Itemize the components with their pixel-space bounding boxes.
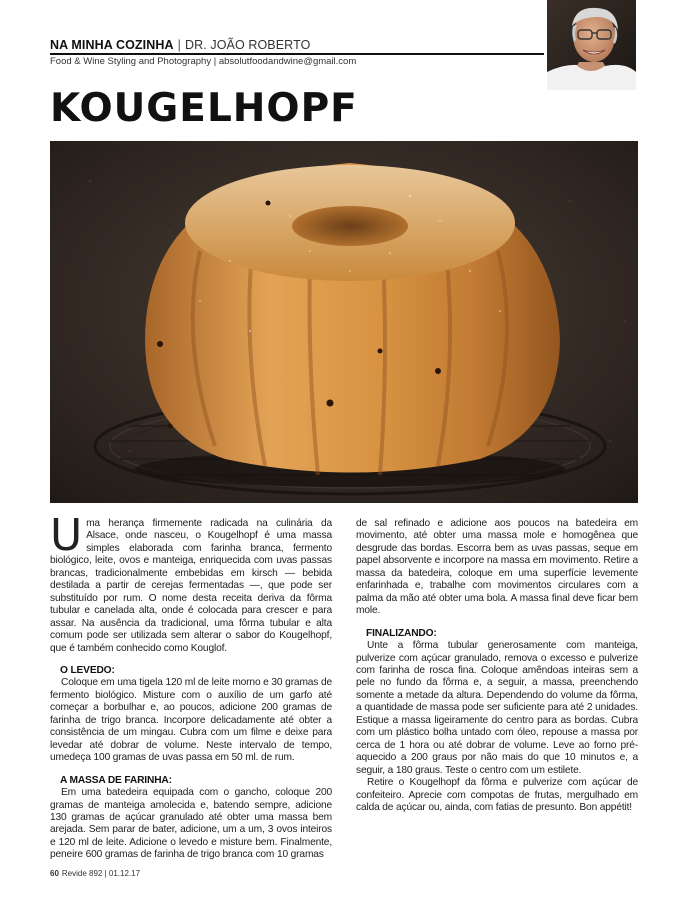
- article-column-right: [356, 518, 638, 814]
- hero-photo-kougelhopf: [50, 141, 638, 503]
- header-separator: |: [177, 38, 181, 52]
- finalizando-paragraph-1: Unte a fôrma tubular generosamente com manteiga, pulverize com açúcar granulado, remova o excesso e pulverize com farinha de rosca fina. Coloque amêndoas inteiras sem a pele no fundo da fôrma e, a seguir, a massa, preenchendo somente a metade da altura. Dependendo do volume da fôrma, a quantidade de massa pode ser suficiente para até 2 unidades. Estique a massa ligeiramente do centro para as bordas. Cubra com um plástico bolha untado com óleo, repouse a massa por cerca de 1 hora ou até dobrar de volume. Leve ao forno pré-aquecido a 200 graus por não mais do que 10 minutos e, a seguir, a 180 graus. Teste o centro com um estilete.: [356, 640, 638, 776]
- section-header: [50, 38, 310, 52]
- massa-heading: A MASSA DE FARINHA:: [60, 774, 172, 786]
- issue-info: Revide 892 | 01.12.17: [61, 869, 141, 878]
- massa-paragraph-continued: de sal refinado e adicione aos poucos na batedeira em movimento, até obter uma massa mole e homogênea que desgrude das bordas. Escorra bem as uvas passas, seque em papel absorvente e incorpore na massa em movimento. Retire a massa da batedeira, coloque em uma superfície levemente enfarinhada e, trabalhe com movimentos circulares com a palma da mão até obter uma bola. A massa final deve ficar bem mole.: [356, 518, 638, 617]
- intro-text: ma herança firmemente radicada na culinária da Alsace, onde nasceu, o Kougelhopf é uma massa simples elaborada com farinha branca, fermento biológico, leite, ovos e manteiga, enriquecida com uvas passas brancas, tradicionalmente embebidas em kirsch — bebida destilada a partir de cerejas fermentadas —, que pode ser substituído por rum. O nome desta receita deriva da fôrma tubular e canelada alta, onde é colocada para crescer e para assar. Na ausência da tradicional, uma fôrma tubular e alta comum pode ser utilizada sem alterar o sabor do Kougelhopf, que é também conhecido como Kouglof.: [50, 518, 332, 654]
- finalizando-paragraph-2: Retire o Kougelhopf da fôrma e pulverize com açúcar de confeiteiro. Aprecie com compotas de frutas, mergulhado em calda de açúcar ou, ainda, com fatias de presunto. Bon appétit!: [356, 777, 638, 813]
- author-photo: [547, 0, 636, 90]
- page-number: 60: [50, 869, 59, 878]
- finalizando-heading: FINALIZANDO:: [366, 627, 437, 639]
- levedo-heading: O LEVEDO:: [60, 664, 115, 676]
- intro-paragraph: [50, 510, 332, 655]
- header-rule: [50, 53, 544, 55]
- section-name: NA MINHA COZINHA: [50, 38, 174, 52]
- article-title: KOUGELHOPF: [50, 86, 358, 131]
- header-subline: Food & Wine Styling and Photography | absolutfoodandwine@gmail.com: [50, 56, 357, 67]
- page-footer: [50, 869, 140, 878]
- drop-cap: U: [50, 510, 83, 561]
- levedo-paragraph: Coloque em uma tigela 120 ml de leite morno e 30 gramas de fermento biológico. Misture com o auxílio de um garfo até começar a borbulhar e, ao poucos, adicione 200 gramas de farinha de trigo branca. Incorpore delicadamente até obter a consistência de um mingau. Cubra com um filme e deixe para levedar até dobrar de volume. Neste intervalo de tempo, umedeça 100 gramas de uvas passa em 50 ml. de rum.: [50, 677, 332, 764]
- article-column-left: [50, 510, 332, 862]
- massa-paragraph-1: Em uma batedeira equipada com o gancho, coloque 200 gramas de manteiga amolecida e, batendo sempre, adicione 130 gramas de açúcar granulado até obter uma massa bem arejada. Sem parar de bater, adicione, um a um, 3 ovos inteiros e 120 ml de leite. Adicione o levedo e misture bem. Finalmente, peneire 600 gramas de farinha de trigo branca com 10 gramas: [50, 787, 332, 861]
- author-name: DR. JOÃO ROBERTO: [184, 38, 311, 52]
